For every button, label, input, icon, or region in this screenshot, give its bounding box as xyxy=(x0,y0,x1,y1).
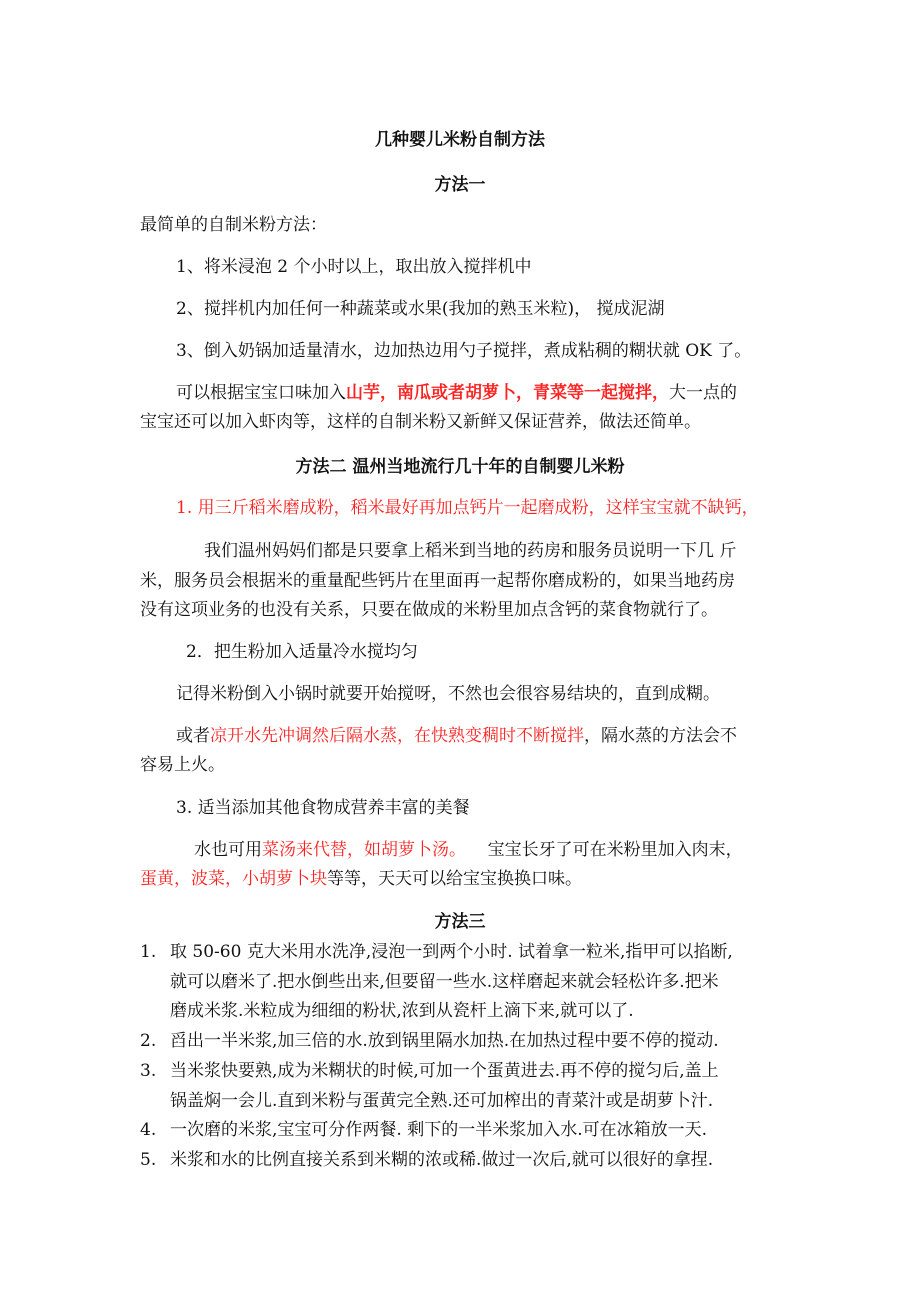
method1-note xyxy=(176,381,737,405)
method2-paragraph-4-continued xyxy=(140,867,582,891)
list-item-text: 当米浆快要熟,成为米糊状的时候,可加一个蛋黄进去.再不停的搅匀后,盖上 xyxy=(170,1061,719,1081)
method2-paragraph-1-line-1: 我们温州妈妈们都是只要拿上稻米到当地的药房和服务员说明一下几 斤 xyxy=(204,541,737,561)
method3-item-1 xyxy=(140,940,733,964)
method1-note-continued: 宝宝还可以加入虾肉等，这样的自制米粉又新鲜又保证营养，做法还简单。 xyxy=(140,412,701,432)
method1-note-text: 可以根据宝宝口味加入 xyxy=(176,383,346,403)
method2-paragraph-4-text: 水也可用 xyxy=(194,840,262,860)
method2-heading: 方法二 温州当地流行几十年的自制婴儿米粉 xyxy=(295,457,625,477)
list-item-number: 5. xyxy=(140,1150,157,1170)
list-item-text: 取 50-60 克大米用水洗净,浸泡一到两个小时. 试着拿一粒米,指甲可以掐断, xyxy=(170,942,733,962)
list-item-number: 1. xyxy=(140,942,157,962)
method1-intro: 最简单的自制米粉方法： xyxy=(140,215,327,235)
method3-item-1-line-3: 磨成米浆.米粒成为细细的粉状,浓到从瓷杆上滴下来,就可以了. xyxy=(170,1001,634,1021)
method2-step-1: 1. 用三斤稻米磨成粉，稻米最好再加点钙片一起磨成粉，这样宝宝就不缺钙， xyxy=(176,498,759,518)
method2-paragraph-4-text-mid: 宝宝长牙了可在米粉里加入肉末， xyxy=(466,840,743,860)
method1-note-highlight: 山芋，南瓜或者胡萝卜，青菜等一起搅拌， xyxy=(346,383,669,403)
list-item-text: 一次磨的米浆,宝宝可分作两餐. 剩下的一半米浆加入水.可在冰箱放一天. xyxy=(170,1120,708,1140)
method1-heading: 方法一 xyxy=(434,175,486,195)
method3-item-3 xyxy=(140,1059,719,1083)
method3-heading: 方法三 xyxy=(434,912,486,932)
method2-step-2: 2．把生粉加入适量冷水搅均匀 xyxy=(186,642,418,662)
method2-step-3: 3. 适当添加其他食物成营养丰富的美餐 xyxy=(176,798,470,818)
method2-paragraph-4-highlight-1: 菜汤来代替，如胡萝卜汤。 xyxy=(262,840,466,860)
method2-paragraph-3-highlight-1: 凉开水先冲调然后隔水蒸， xyxy=(210,726,414,746)
method2-paragraph-1-line-2: 米，服务员会根据米的重量配些钙片在里面再一起帮你磨成粉的，如果当地药房 xyxy=(140,571,735,591)
method1-note-text-end: 大一点的 xyxy=(669,383,737,403)
method2-paragraph-3-text: 或者 xyxy=(176,726,210,746)
list-item-text: 米浆和水的比例直接关系到米糊的浓或稀.做过一次后,就可以很好的拿捏. xyxy=(170,1150,714,1170)
method3-item-3-line-2: 锅盖焖一会儿.直到米粉与蛋黄完全熟.还可加榨出的青菜汁或是胡萝卜汁. xyxy=(170,1091,714,1111)
list-item-text: 舀出一半米浆,加三倍的水.放到锅里隔水加热.在加热过程中要不停的搅动. xyxy=(170,1031,719,1051)
list-item-number: 4. xyxy=(140,1120,157,1140)
method2-paragraph-1-line-3: 没有这项业务的也没有关系，只要在做成的米粉里加点含钙的菜食物就行了。 xyxy=(140,600,718,620)
method3-item-4 xyxy=(140,1118,707,1142)
method2-paragraph-4 xyxy=(194,838,743,862)
method1-step-1: 1、将米浸泡 2 个小时以上，取出放入搅拌机中 xyxy=(176,257,532,277)
method2-paragraph-3-continued: 容易上火。 xyxy=(140,755,225,775)
list-item-number: 3. xyxy=(140,1061,157,1081)
list-item-number: 2. xyxy=(140,1031,157,1051)
method2-paragraph-2: 记得米粉倒入小锅时就要开始搅呀，不然也会很容易结块的，直到成糊。 xyxy=(176,684,720,704)
method2-paragraph-4-highlight-2: 蛋黄，波菜，小胡萝卜块 xyxy=(140,869,327,889)
document-title: 几种婴儿米粉自制方法 xyxy=(375,130,545,150)
method2-paragraph-4-text-end: 等等，天天可以给宝宝换换口味。 xyxy=(327,869,582,889)
method2-paragraph-3 xyxy=(176,724,737,748)
method1-step-2: 2、搅拌机内加任何一种蔬菜或水果(我加的熟玉米粒)， 搅成泥湖 xyxy=(176,299,665,319)
method3-item-2 xyxy=(140,1029,719,1053)
method1-step-3: 3、倒入奶锅加适量清水，边加热边用勺子搅拌，煮成粘稠的糊状就 OK 了。 xyxy=(176,341,752,361)
method3-item-5 xyxy=(140,1148,713,1172)
method3-item-1-line-2: 就可以磨米了.把水倒些出来,但要留一些水.这样磨起来就会轻松许多.把米 xyxy=(170,972,719,992)
method2-paragraph-3-text-end: ，隔水蒸的方法会不 xyxy=(584,726,737,746)
method2-paragraph-3-highlight-2: 在快熟变稠时不断搅拌 xyxy=(414,726,584,746)
